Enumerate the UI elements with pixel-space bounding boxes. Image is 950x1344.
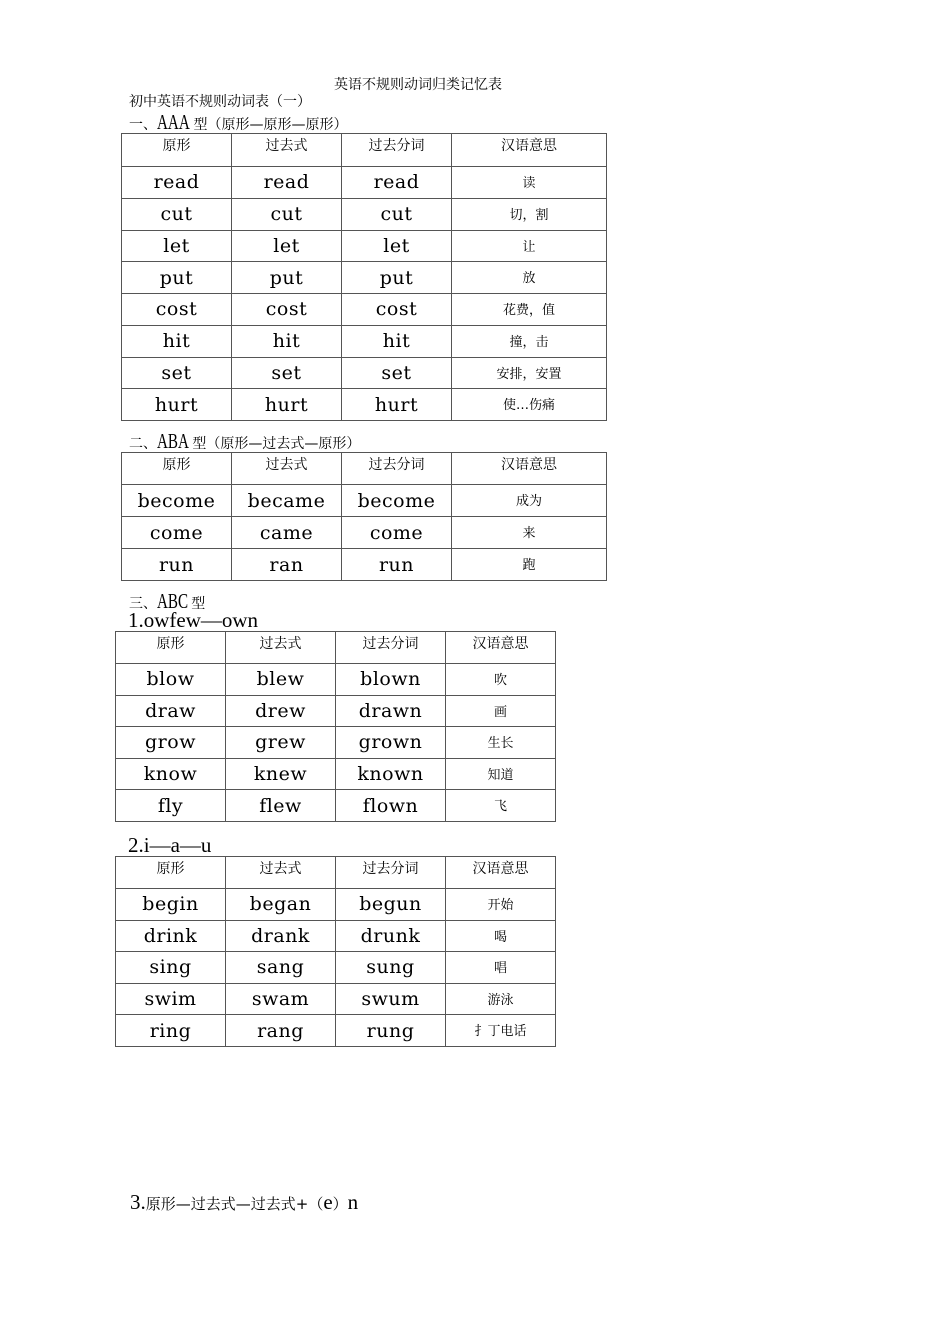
meaning-cell: 生长 bbox=[446, 727, 556, 759]
past-participle-cell: flown bbox=[336, 790, 446, 822]
header-base-form: 原形 bbox=[116, 857, 226, 889]
meaning-cell: 让 bbox=[452, 230, 607, 262]
past-participle-cell: drunk bbox=[336, 920, 446, 952]
meaning-cell: 游泳 bbox=[446, 983, 556, 1015]
verb-table-sub1 bbox=[115, 631, 556, 822]
past-participle-cell: begun bbox=[336, 889, 446, 921]
header-past-participle: 过去分词 bbox=[342, 134, 452, 167]
header-base-form: 原形 bbox=[116, 632, 226, 664]
meaning-cell: 放 bbox=[452, 262, 607, 294]
base-form-cell: become bbox=[122, 485, 232, 517]
verb-table-aaa bbox=[121, 133, 607, 421]
base-form-cell: come bbox=[122, 517, 232, 549]
section-suffix: 型（原形—原形—原形） bbox=[193, 117, 348, 133]
past-tense-cell: blew bbox=[226, 664, 336, 696]
section-heading-aba bbox=[129, 429, 360, 454]
past-participle-cell: cost bbox=[342, 294, 452, 326]
subsection-title-1: 1.owfew—own bbox=[128, 608, 259, 632]
meaning-cell: 撞，击 bbox=[452, 325, 607, 357]
past-tense-cell: cost bbox=[232, 294, 342, 326]
past-tense-cell: set bbox=[232, 357, 342, 389]
meaning-cell: 安排，安置 bbox=[452, 357, 607, 389]
header-base-form: 原形 bbox=[122, 453, 232, 485]
past-tense-cell: became bbox=[232, 485, 342, 517]
subsection-bracket: ） bbox=[332, 1195, 348, 1213]
past-participle-cell: swum bbox=[336, 983, 446, 1015]
past-participle-cell: hurt bbox=[342, 389, 452, 421]
table-row bbox=[116, 727, 556, 759]
table-subtitle: 初中英语不规则动词表（一） bbox=[129, 94, 311, 110]
past-tense-cell: let bbox=[232, 230, 342, 262]
meaning-cell: 切，割 bbox=[452, 198, 607, 230]
subsection-pattern: 原形—过去式—过去式+（ bbox=[145, 1195, 324, 1213]
meaning-cell: 扌丁电话 bbox=[446, 1015, 556, 1047]
past-tense-cell: read bbox=[232, 167, 342, 199]
past-participle-cell: rung bbox=[336, 1015, 446, 1047]
past-tense-cell: sang bbox=[226, 952, 336, 984]
past-tense-cell: grew bbox=[226, 727, 336, 759]
base-form-cell: drink bbox=[116, 920, 226, 952]
table-row bbox=[116, 889, 556, 921]
base-form-cell: hit bbox=[122, 325, 232, 357]
meaning-cell: 唱 bbox=[446, 952, 556, 984]
table-row bbox=[122, 294, 607, 326]
past-tense-cell: drew bbox=[226, 695, 336, 727]
base-form-cell: cost bbox=[122, 294, 232, 326]
past-participle-cell: drawn bbox=[336, 695, 446, 727]
base-form-cell: begin bbox=[116, 889, 226, 921]
past-tense-cell: began bbox=[226, 889, 336, 921]
verb-table-aba bbox=[121, 452, 607, 581]
past-participle-cell: come bbox=[342, 517, 452, 549]
section-code: AAA bbox=[157, 110, 190, 134]
subsection-title-3 bbox=[130, 1190, 358, 1215]
base-form-cell: let bbox=[122, 230, 232, 262]
past-participle-cell: sung bbox=[336, 952, 446, 984]
subsection-letter: e bbox=[323, 1190, 333, 1214]
section-code: ABA bbox=[157, 429, 189, 453]
section-prefix: 二、 bbox=[129, 436, 157, 452]
header-chinese-meaning: 汉语意思 bbox=[446, 632, 556, 664]
past-participle-cell: grown bbox=[336, 727, 446, 759]
table-row bbox=[116, 758, 556, 790]
base-form-cell: hurt bbox=[122, 389, 232, 421]
past-participle-cell: hit bbox=[342, 325, 452, 357]
past-tense-cell: swam bbox=[226, 983, 336, 1015]
meaning-cell: 使…伤痛 bbox=[452, 389, 607, 421]
past-participle-cell: cut bbox=[342, 198, 452, 230]
table-row bbox=[122, 230, 607, 262]
meaning-cell: 开始 bbox=[446, 889, 556, 921]
header-base-form: 原形 bbox=[122, 134, 232, 167]
table-row bbox=[122, 262, 607, 294]
table-row bbox=[116, 664, 556, 696]
header-past-participle: 过去分词 bbox=[336, 857, 446, 889]
verb-table-sub2 bbox=[115, 856, 556, 1047]
header-past-tense: 过去式 bbox=[232, 134, 342, 167]
past-participle-cell: known bbox=[336, 758, 446, 790]
header-past-tense: 过去式 bbox=[232, 453, 342, 485]
subsection-tail: n bbox=[347, 1190, 359, 1214]
base-form-cell: swim bbox=[116, 983, 226, 1015]
meaning-cell: 飞 bbox=[446, 790, 556, 822]
past-participle-cell: blown bbox=[336, 664, 446, 696]
base-form-cell: draw bbox=[116, 695, 226, 727]
past-participle-cell: set bbox=[342, 357, 452, 389]
meaning-cell: 画 bbox=[446, 695, 556, 727]
past-tense-cell: ran bbox=[232, 549, 342, 581]
past-tense-cell: hurt bbox=[232, 389, 342, 421]
table-header-row bbox=[122, 453, 607, 485]
meaning-cell: 知道 bbox=[446, 758, 556, 790]
table-row bbox=[122, 325, 607, 357]
header-past-participle: 过去分词 bbox=[336, 632, 446, 664]
table-row bbox=[122, 167, 607, 199]
table-row bbox=[116, 695, 556, 727]
base-form-cell: sing bbox=[116, 952, 226, 984]
section-suffix: 型（原形—过去式—原形） bbox=[192, 436, 361, 452]
table-row bbox=[122, 198, 607, 230]
past-participle-cell: put bbox=[342, 262, 452, 294]
past-participle-cell: run bbox=[342, 549, 452, 581]
subsection-title-2: 2.i—a—u bbox=[128, 833, 212, 857]
table-header-row bbox=[122, 134, 607, 167]
section-suffix: 型 bbox=[191, 596, 206, 612]
base-form-cell: set bbox=[122, 357, 232, 389]
past-tense-cell: put bbox=[232, 262, 342, 294]
meaning-cell: 成为 bbox=[452, 485, 607, 517]
table-row bbox=[116, 983, 556, 1015]
section-prefix: 一、 bbox=[129, 117, 157, 133]
past-tense-cell: knew bbox=[226, 758, 336, 790]
table-row bbox=[116, 952, 556, 984]
meaning-cell: 来 bbox=[452, 517, 607, 549]
base-form-cell: ring bbox=[116, 1015, 226, 1047]
table-row bbox=[116, 1015, 556, 1047]
past-tense-cell: cut bbox=[232, 198, 342, 230]
base-form-cell: grow bbox=[116, 727, 226, 759]
meaning-cell: 喝 bbox=[446, 920, 556, 952]
past-participle-cell: become bbox=[342, 485, 452, 517]
header-past-participle: 过去分词 bbox=[342, 453, 452, 485]
base-form-cell: fly bbox=[116, 790, 226, 822]
table-header-row bbox=[116, 632, 556, 664]
document-title: 英语不规则动词归类记忆表 bbox=[334, 77, 502, 93]
past-tense-cell: flew bbox=[226, 790, 336, 822]
base-form-cell: read bbox=[122, 167, 232, 199]
base-form-cell: cut bbox=[122, 198, 232, 230]
section-heading-aaa bbox=[129, 110, 348, 135]
base-form-cell: put bbox=[122, 262, 232, 294]
past-participle-cell: let bbox=[342, 230, 452, 262]
meaning-cell: 跑 bbox=[452, 549, 607, 581]
table-row bbox=[122, 517, 607, 549]
base-form-cell: run bbox=[122, 549, 232, 581]
section-code: ABC bbox=[157, 589, 189, 613]
table-row bbox=[122, 389, 607, 421]
table-header-row bbox=[116, 857, 556, 889]
base-form-cell: know bbox=[116, 758, 226, 790]
table-row bbox=[122, 549, 607, 581]
subsection-number: 3. bbox=[130, 1190, 146, 1214]
header-chinese-meaning: 汉语意思 bbox=[446, 857, 556, 889]
meaning-cell: 吹 bbox=[446, 664, 556, 696]
past-tense-cell: rang bbox=[226, 1015, 336, 1047]
section-prefix: 三、 bbox=[129, 596, 157, 612]
meaning-cell: 读 bbox=[452, 167, 607, 199]
table-row bbox=[116, 920, 556, 952]
past-tense-cell: came bbox=[232, 517, 342, 549]
header-past-tense: 过去式 bbox=[226, 857, 336, 889]
header-past-tense: 过去式 bbox=[226, 632, 336, 664]
header-chinese-meaning: 汉语意思 bbox=[452, 134, 607, 167]
header-chinese-meaning: 汉语意思 bbox=[452, 453, 607, 485]
past-tense-cell: drank bbox=[226, 920, 336, 952]
table-row bbox=[122, 357, 607, 389]
table-row bbox=[116, 790, 556, 822]
past-tense-cell: hit bbox=[232, 325, 342, 357]
table-row bbox=[122, 485, 607, 517]
meaning-cell: 花费，值 bbox=[452, 294, 607, 326]
base-form-cell: blow bbox=[116, 664, 226, 696]
past-participle-cell: read bbox=[342, 167, 452, 199]
